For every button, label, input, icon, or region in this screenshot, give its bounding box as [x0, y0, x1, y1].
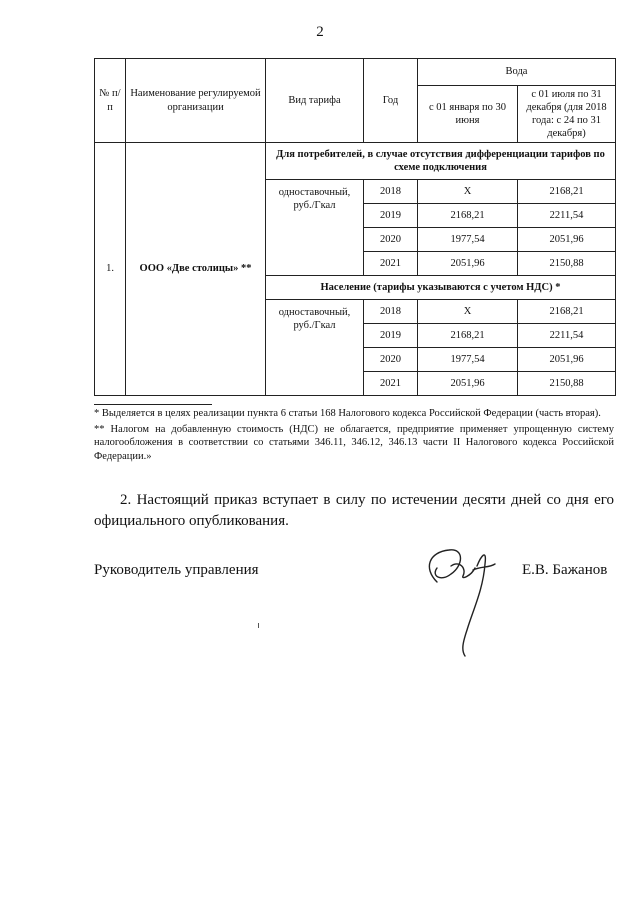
page-number: 2: [316, 24, 324, 40]
period1-value: 2168,21: [418, 204, 518, 228]
year-cell: 2019: [364, 204, 418, 228]
period2-value: 2168,21: [518, 180, 616, 204]
period1-value: 2168,21: [418, 324, 518, 348]
year-cell: 2018: [364, 180, 418, 204]
signatory-name: Е.В. Бажанов: [522, 562, 608, 578]
year-cell: 2018: [364, 300, 418, 324]
period2-value: 2211,54: [518, 324, 616, 348]
footnote-separator: [94, 404, 212, 405]
period1-value: Х: [418, 180, 518, 204]
period2-value: 2051,96: [518, 228, 616, 252]
period1-value: Х: [418, 300, 518, 324]
period2-value: 2150,88: [518, 372, 616, 396]
section-title-consumers: Для потребителей, в случае отсутствия дифференциации тарифов по схеме подключения: [266, 143, 616, 180]
period1-value: 2051,96: [418, 252, 518, 276]
header-group-water: Вода: [418, 59, 616, 86]
period2-value: 2211,54: [518, 204, 616, 228]
footnote-vat-exempt: ** Налогом на добавленную стоимость (НДС) не облагается, предприятие применяет упрощенную систему налогообложения в соответствии со статьями 346.11, 346.12, 346.13 части II Налогового кодекса Российской Федерации.»: [94, 423, 614, 462]
period2-value: 2168,21: [518, 300, 616, 324]
handwritten-signature: [415, 530, 505, 660]
header-org: Наименование регулируемой организации: [126, 59, 266, 143]
footnote-vat-population: * Выделяется в целях реализации пункта 6 статьи 168 Налогового кодекса Российской Федерации (часть вторая).: [94, 408, 601, 419]
section-title-population: Население (тарифы указываются с учетом НДС) *: [266, 276, 616, 300]
period1-value: 1977,54: [418, 348, 518, 372]
period1-value: 2051,96: [418, 372, 518, 396]
header-year: Год: [364, 59, 418, 143]
tariff-table: [94, 58, 616, 396]
row-number: 1.: [95, 143, 126, 396]
year-cell: 2020: [364, 228, 418, 252]
period1-value: 1977,54: [418, 228, 518, 252]
year-cell: 2021: [364, 252, 418, 276]
year-cell: 2019: [364, 324, 418, 348]
tariff-type-cell: одноставочный, руб./Гкал: [266, 300, 364, 396]
period2-value: 2051,96: [518, 348, 616, 372]
scan-mark: [258, 623, 259, 628]
header-num: № п/п: [95, 59, 126, 143]
year-cell: 2020: [364, 348, 418, 372]
tariff-type-cell: одноставочный, руб./Гкал: [266, 180, 364, 276]
header-period-2: с 01 июля по 31 декабря (для 2018 года: с 24 по 31 декабря): [518, 86, 616, 143]
clause-2: 2. Настоящий приказ вступает в силу по истечении десяти дней со дня его официального опубликования.: [94, 492, 614, 530]
header-tariff-type: Вид тарифа: [266, 59, 364, 143]
period2-value: 2150,88: [518, 252, 616, 276]
footnotes: [94, 407, 614, 466]
signatory-title: Руководитель управления: [94, 562, 259, 578]
org-name: ООО «Две столицы» **: [126, 143, 266, 396]
header-period-1: с 01 января по 30 июня: [418, 86, 518, 143]
year-cell: 2021: [364, 372, 418, 396]
